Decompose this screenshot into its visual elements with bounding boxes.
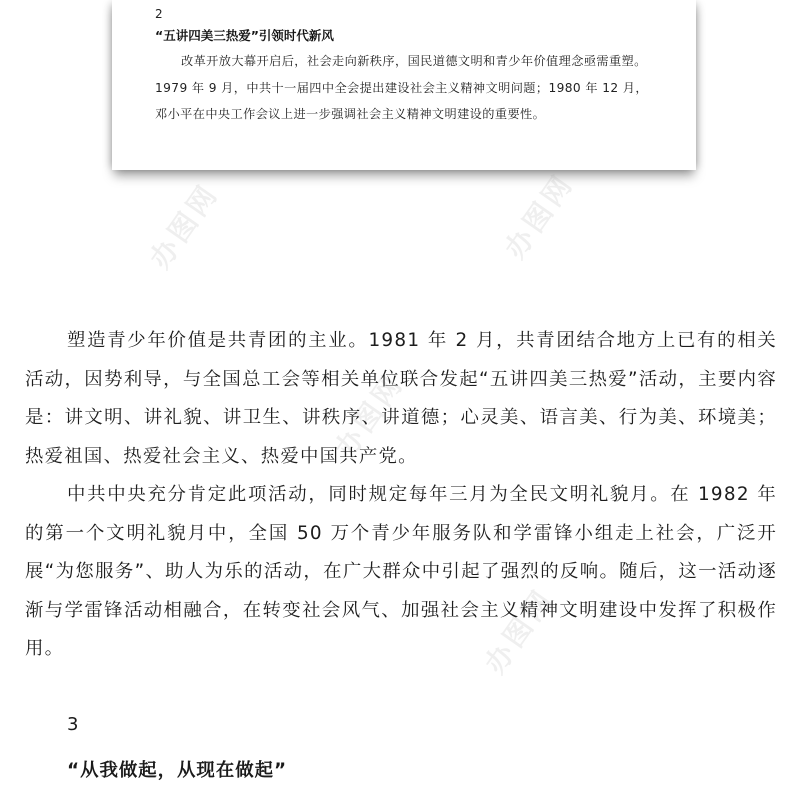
next-section-title: “从我做起，从现在做起” [67, 760, 288, 781]
body-paragraph-1: 塑造青少年价值是共青团的主业。1981 年 2 月，共青团结合地方上已有的相关活动，因势利导，与全国总工会等相关单位联合发起“五讲四美三热爱”活动，主要内容是：讲文明、讲礼貌、讲卫生、讲秩序、讲道德；心灵美、语言美、行为美、环境美；热爱祖国、热爱社会主义、热爱中国共产党。 [25, 330, 777, 467]
article-body [25, 322, 777, 669]
watermark-logo: 办图网 [478, 582, 561, 680]
card-paragraph: 改革开放大幕开启后，社会走向新秩序，国民道德文明和青少年价值理念亟需重塑。1979 年 9 月，中共十一届四中全会提出建设社会主义精神文明问题；1980 年 12 月，邓小平在中央工作会议上进一步强调社会主义精神文明建设的重要性。 [155, 54, 648, 121]
page-card [112, 0, 696, 170]
watermark-logo: 办图网 [328, 367, 411, 465]
section-heading: “五讲四美三热爱”引领时代新风 [155, 28, 334, 43]
next-section-number: 3 [67, 714, 79, 735]
body-paragraph-2: 中共中央充分肯定此项活动，同时规定每年三月为全民文明礼貌月。在 1982 年的第一个文明礼貌月中，全国 50 万个青少年服务队和学雷锋小组走上社会，广泛开展“为您服务”、助人为乐的活动，在广大群众中引起了强烈的反响。随后，这一活动逐渐与学雷锋活动相融合，在转变社会风气、加强社会主义精神文明建设中发挥了积极作用。 [25, 484, 777, 659]
section-number: 2 [155, 7, 163, 21]
watermark-logo: 办图网 [143, 177, 226, 275]
watermark-logo: 办图网 [498, 167, 581, 265]
page-card-content [155, 6, 660, 128]
